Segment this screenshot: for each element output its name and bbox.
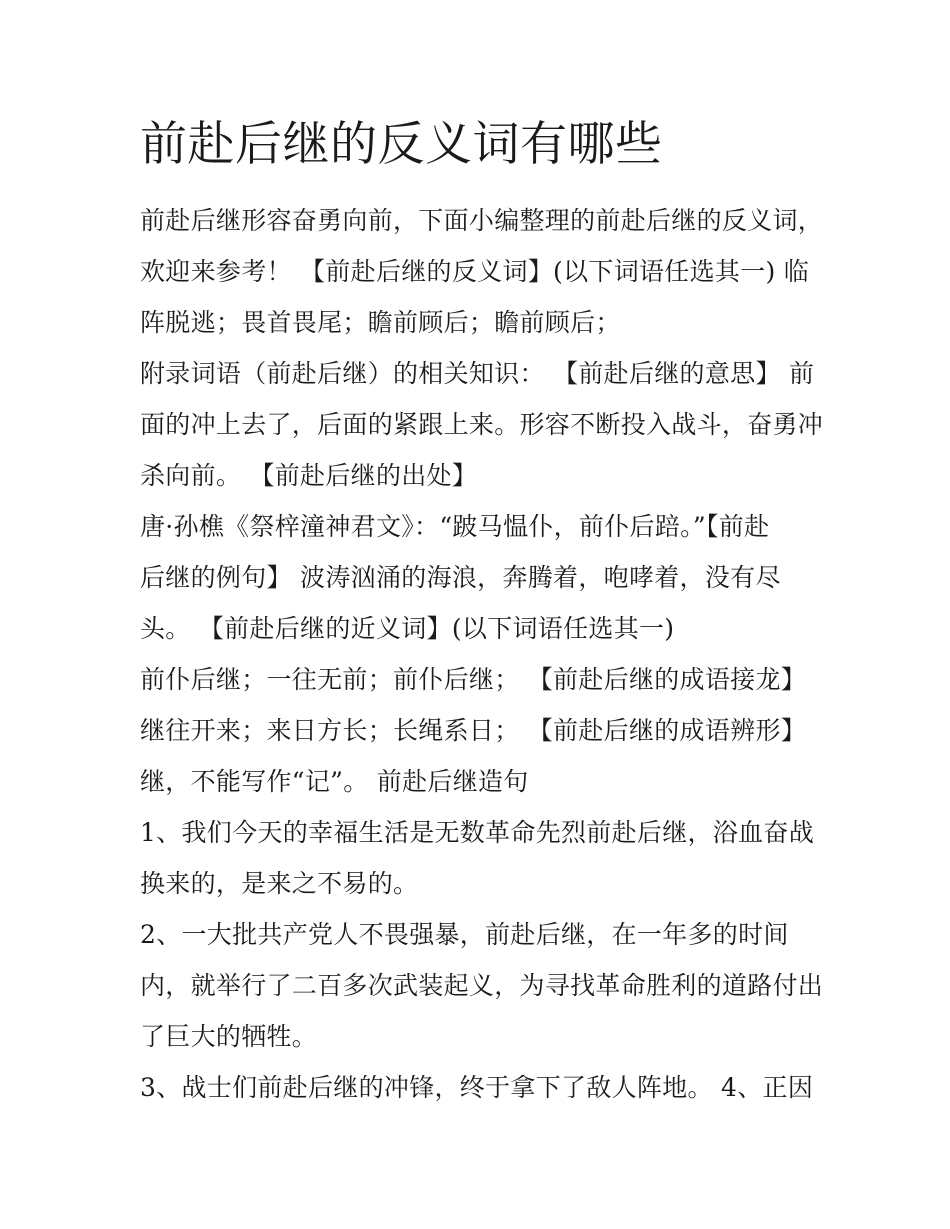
text-line: 杀向前。 【前赴后继的出处】: [140, 461, 478, 490]
document-title: 前赴后继的反义词有哪些: [140, 117, 663, 172]
text-line: 头。 【前赴后继的近义词】(以下词语任选其一): [140, 614, 675, 643]
text-line: 3、战士们前赴后继的冲锋，终于拿下了敌人阵地。 4、正因: [140, 1073, 814, 1102]
text-line: 2、一大批共产党人不畏强暴，前赴后继，在一年多的时间: [140, 920, 789, 949]
text-line: 唐·孙樵《祭梓潼神君文》：“跛马愠仆，前仆后踣。”【前赴: [140, 512, 770, 541]
text-line: 1、我们今天的幸福生活是无数革命先烈前赴后继，浴血奋战: [140, 818, 815, 847]
text-line: 面的冲上去了，后面的紧跟上来。形容不断投入战斗，奋勇冲: [140, 410, 824, 439]
text-line: 了巨大的牺牲。: [140, 1022, 318, 1051]
text-line: 附录词语（前赴后继）的相关知识： 【前赴后继的意思】 前: [140, 359, 815, 388]
text-line: 后继的例句】 波涛汹涌的海浪，奔腾着，咆哮着，没有尽: [140, 563, 781, 592]
text-line: 换来的，是来之不易的。: [140, 869, 419, 898]
text-line: 阵脱逃；畏首畏尾；瞻前顾后；瞻前顾后；: [140, 308, 621, 337]
text-line: 继往开来；来日方长；长绳系日； 【前赴后继的成语辨形】: [140, 716, 807, 745]
text-line: 内，就举行了二百多次武装起义，为寻找革命胜利的道路付出: [140, 971, 824, 1000]
text-line: 前赴后继形容奋勇向前，下面小编整理的前赴后继的反义词，: [140, 206, 824, 235]
text-line: 前仆后继；一往无前；前仆后继； 【前赴后继的成语接龙】: [140, 665, 807, 694]
text-line: 欢迎来参考！ 【前赴后继的反义词】(以下词语任选其一) 临: [140, 257, 810, 286]
text-line: 继，不能写作“记”。 前赴后继造句: [140, 767, 529, 796]
